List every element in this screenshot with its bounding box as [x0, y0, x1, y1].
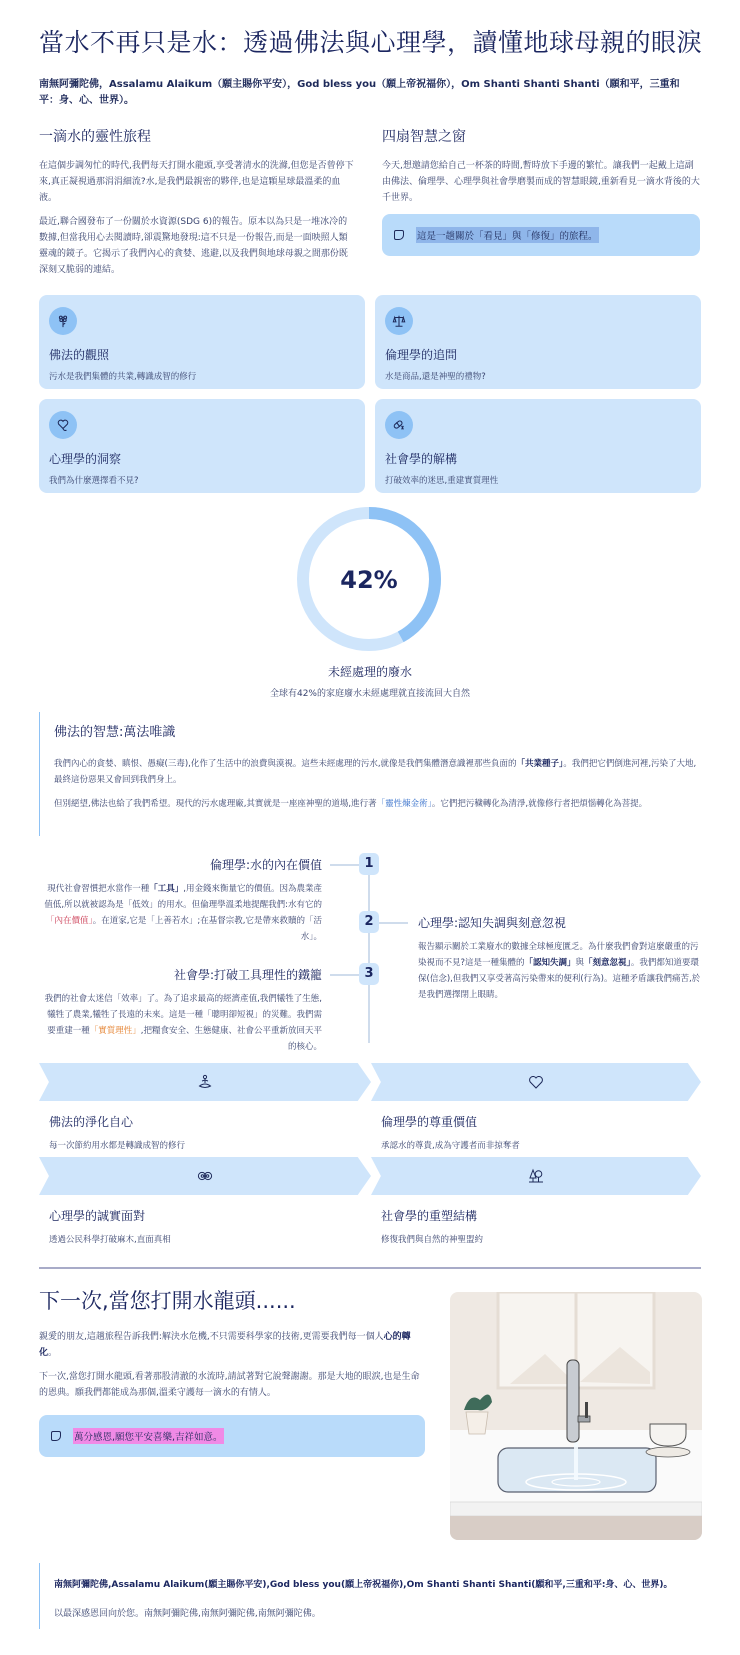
timeline-connector [330, 864, 360, 866]
card-ethics [375, 295, 701, 389]
step-title: 倫理學的尊重價值 [381, 1115, 478, 1129]
scale-balance-icon [385, 307, 413, 335]
card-buddhism [39, 295, 365, 389]
callout-text: 萬分感恩,願您平安喜樂,吉祥如意。 [73, 1428, 224, 1444]
timeline-title: 倫理學:水的內在價值 [209, 858, 322, 872]
card-title: 倫理學的追問 [385, 348, 458, 362]
donut-title: 未經處理的廢水 [327, 665, 412, 679]
card-psychology [39, 399, 365, 493]
buddhism-paragraph: 但別絕望,佛法也給了我們希望。現代的污水處理廠,其實就是一座座神聖的道場,進行著「靈性煉金術」。它們把污穢轉化為清淨,就像修行者把煩惱轉化為菩提。 [54, 799, 648, 809]
intro-four-windows [382, 128, 700, 256]
card-subtitle: 污水是我們集體的共業,轉識成智的修行 [49, 372, 197, 382]
card-sociology [375, 399, 701, 493]
card-title: 社會學的解構 [385, 452, 458, 466]
step-subtitle: 修復我們與自然的神聖盟約 [381, 1235, 484, 1245]
section-heading: 四扇智慧之窗 [382, 129, 466, 145]
section-divider [39, 1267, 701, 1269]
card-subtitle: 我們為什麼選擇看不見? [49, 476, 139, 486]
callout-note [382, 214, 700, 256]
intro-paragraph: 今天,想邀請您給自己一杯茶的時間,暫時放下手邊的繁忙。讓我們一起戴上這副由佛法、倫理學、心理學與社會學磨製而成的智慧眼鏡,重新看見一滴水背後的大千世界。 [382, 161, 700, 203]
footer-blessing: 南無阿彌陀佛,Assalamu Alaikum(願主賜你平安),God bless you(願上帝祝福你),Om Shanti Shanti Shanti(願和平,三重和平:身、心、世界)。 [54, 1580, 673, 1590]
closing-paragraph: 下一次,當您打開水龍頭,看著那股清澈的水流時,請試著對它說聲謝謝。那是大地的眼淚,也是生命的恩典。願我們都能成為那個,溫柔守護每一滴水的有情人。 [39, 1372, 420, 1398]
kitchen-sink-faucet-illustration [450, 1292, 702, 1540]
timeline-connector [330, 974, 360, 976]
meditation-person-icon [197, 1074, 213, 1090]
timeline-node-1: 1 [359, 853, 379, 875]
timeline-line [368, 868, 370, 1043]
step-chevron [371, 1157, 701, 1195]
step-subtitle: 每一次節約用水都是轉識成智的修行 [49, 1141, 186, 1151]
step-chevron [39, 1063, 371, 1101]
footer-dedication-text: 以最深感恩回向於您。南無阿彌陀佛,南無阿彌陀佛,南無阿彌陀佛。 [54, 1609, 321, 1619]
closing-paragraph: 親愛的朋友,這趟旅程告訴我們:解決水危機,不只需要科學家的技術,更需要我們每一個人心的轉化。 [39, 1332, 411, 1358]
intro-spiritual-journey [39, 128, 354, 286]
step-title: 佛法的淨化自心 [49, 1115, 134, 1129]
page-title: 當水不再只是水：透過佛法與心理學，讀懂地球母親的眼淚 [39, 28, 703, 57]
card-subtitle: 打破效率的迷思,重建實質理性 [385, 476, 499, 486]
step-ethics [371, 1063, 701, 1157]
buddhism-wisdom-section [39, 712, 701, 836]
pill-capsule-icon [385, 411, 413, 439]
buddhism-paragraph: 我們內心的貪婪、瞋恨、愚癡(三毒),化作了生活中的浪費與漠視。這些未經處理的污水,就像是我們集體潛意識裡那些負面的「共業種子」。我們把它們倒進河裡,污染了大地,最終這份惡果又會回到我們身上。 [54, 759, 697, 785]
heart-outline-icon [528, 1074, 544, 1090]
perspective-cards [39, 295, 701, 493]
highlight-karma-seeds: 「共業種子」 [516, 759, 564, 769]
footer-dedication [39, 1563, 701, 1629]
closing-callout-note [39, 1415, 425, 1457]
sticky-note-icon [51, 1431, 61, 1441]
sticky-note-icon [394, 230, 404, 240]
intro-paragraph: 最近,聯合國發布了一份關於水資源(SDG 6)的報告。原本以為只是一堆冰冷的數據,但當我用心去閱讀時,卻震驚地發現:這不只是一份報告,而是一面映照人類靈魂的鏡子。它揭示了我們內心的貪婪、逃避,以及我們與地球母親之間那份既深刻又脆弱的連結。 [39, 217, 348, 275]
donut-subtitle: 全球有42%的家庭廢水未經處理就直接流回大自然 [269, 689, 470, 699]
card-title: 佛法的觀照 [49, 348, 110, 362]
card-subtitle: 水是商品,還是神聖的禮物? [385, 372, 486, 382]
blessing-text: 南無阿彌陀佛，Assalamu Alaikum（願主賜你平安），God bless you（願上帝祝福你），Om Shanti Shanti Shanti（願和平，三重和平：身、心、世界）。 [39, 79, 680, 106]
step-title: 心理學的誠實面對 [49, 1209, 146, 1223]
timeline-item-sociology [40, 966, 322, 1055]
intro-paragraph: 在這個步調匆忙的時代,我們每天打開水龍頭,享受著清水的洗滌,但您是否曾停下來,真正凝視過那涓涓細流?水,是我們最親密的夥伴,也是這顆星球最溫柔的血液。 [39, 161, 354, 203]
timeline-node-2: 2 [359, 911, 379, 933]
lotus-flower-icon [49, 307, 77, 335]
closing-section [39, 1285, 425, 1457]
step-buddhism [39, 1063, 371, 1157]
section-heading: 佛法的智慧:萬法唯識 [54, 725, 176, 740]
timeline-connector [378, 922, 408, 924]
donut-percentage: 42% [340, 566, 398, 594]
timeline-desc: 報告顯示關於工業廢水的數據全球極度匱乏。為什麼我們會對這麼嚴重的污染視而不見?這是一種集體的「認知失調」與「刻意忽視」。我們都知道要環保(信念),但我們又享受著高污染帶來的便利(行為)。這種矛盾讓我們痛苦,於是我們選擇閉上眼睛。 [418, 942, 701, 1000]
step-subtitle: 透過公民科學打破麻木,直面真相 [49, 1235, 171, 1245]
timeline-title: 心理學:認知失調與刻意忽視 [418, 916, 567, 930]
timeline-desc: 我們的社會太迷信「效率」了。為了追求最高的經濟產值,我們犧牲了生態,犧牲了農業,犧牲了長遠的未來。這是一種「聰明卻短視」的災難。我們需要重建一種「實質理性」,把糧食安全、生態健康、社會公平重新放回天平的核心。 [44, 994, 322, 1052]
step-sociology [371, 1157, 701, 1251]
callout-text: 這是一趟關於「看見」與「修復」的旅程。 [416, 227, 599, 243]
timeline-node-3: 3 [359, 963, 379, 985]
card-title: 心理學的洞察 [49, 452, 122, 466]
timeline-item-psychology [418, 914, 703, 1003]
action-steps [39, 1063, 701, 1251]
step-subtitle: 承認水的尊貴,成為守護者而非掠奪者 [381, 1141, 520, 1151]
step-chevron [39, 1157, 371, 1195]
step-title: 社會學的重塑結構 [381, 1209, 478, 1223]
closing-heading: 下一次,當您打開水龍頭...... [39, 1289, 296, 1313]
timeline-desc: 現代社會習慣把水當作一種「工具」,用金錢來衡量它的價值。因為農業產值低,所以就被認為是「低效」的用水。但倫理學溫柔地提醒我們:水有它的「內在價值」。在道家,它是「上善若水」;在基督宗教,它是帶來救贖的「活水」。 [44, 884, 322, 942]
step-chevron [371, 1063, 701, 1101]
step-psychology [39, 1157, 371, 1251]
timeline-item-ethics [44, 856, 322, 945]
trees-icon [528, 1168, 544, 1184]
heart-stethoscope-icon [49, 411, 77, 439]
timeline-title: 社會學:打破工具理性的鐵籠 [173, 968, 322, 982]
eyes-icon [197, 1168, 213, 1184]
highlight-alchemy: 「靈性煉金術」 [376, 799, 432, 809]
section-heading: 一滴水的靈性旅程 [39, 129, 151, 145]
